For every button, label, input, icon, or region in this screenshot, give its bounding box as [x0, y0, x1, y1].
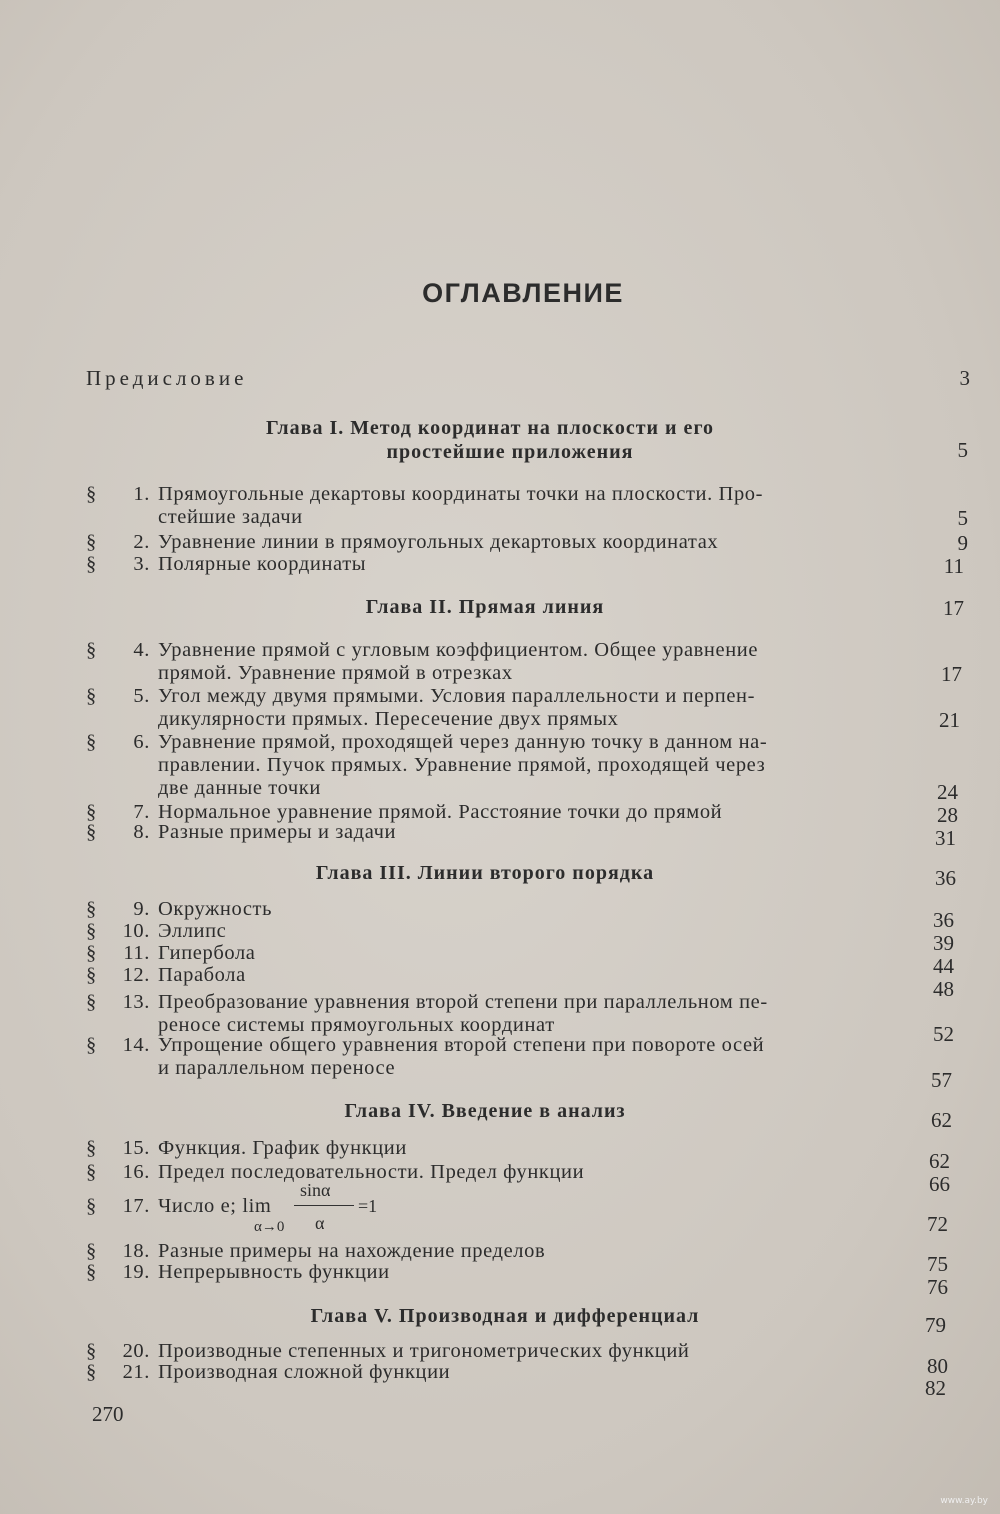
section-mark: §: [86, 685, 97, 707]
section-title: Упрощение общего уравнения второй степени при повороте осей и параллельном переносе: [158, 1034, 765, 1079]
section-mark: §: [86, 1137, 97, 1159]
section-number: 4.: [133, 639, 150, 661]
chapter-3-page: 36: [935, 866, 956, 890]
section-mark: §: [86, 1240, 97, 1262]
page-number: 270: [92, 1402, 124, 1426]
toc-entry-19-page: 76: [927, 1275, 948, 1299]
section-title: Производные степенных и тригонометрических функций: [158, 1340, 690, 1362]
preface-page: 3: [959, 366, 970, 390]
toc-entry-17-page: 72: [927, 1212, 948, 1236]
section-title: Эллипс: [158, 920, 227, 942]
section-mark: §: [86, 1340, 97, 1362]
section-mark: §: [86, 639, 97, 661]
section-number: 14.: [122, 1034, 150, 1056]
chapter-5-title: Глава V. Производная и дифференциал: [310, 1305, 700, 1327]
chapter-3-title: Глава III. Линии второго порядка: [315, 862, 655, 884]
section-mark: §: [86, 531, 97, 553]
chapter-1-page: 5: [957, 438, 968, 462]
section-number: 20.: [122, 1340, 150, 1362]
limit-denominator: α: [315, 1213, 325, 1233]
toc-entry-5-page: 21: [939, 708, 960, 732]
section-number: 18.: [122, 1240, 150, 1262]
toc-entry-10-page: 39: [933, 931, 954, 955]
page-title: ОГЛАВЛЕНИЕ: [422, 278, 624, 308]
section-mark: §: [86, 1034, 97, 1056]
toc-entry-15-page: 62: [929, 1149, 950, 1173]
section-number: 21.: [122, 1361, 150, 1383]
chapter-1-title-line2: простейшие приложения: [386, 441, 634, 463]
section-mark: §: [86, 801, 97, 823]
section-number: 7.: [133, 801, 150, 823]
section-mark: §: [86, 483, 97, 505]
section-title: Окружность: [158, 898, 273, 920]
fraction-bar: [294, 1205, 354, 1206]
section-number: 8.: [133, 821, 150, 843]
toc-entry-8-page: 31: [935, 826, 956, 850]
toc-entry-20-page: 80: [927, 1354, 948, 1378]
section-number: 10.: [122, 920, 150, 942]
toc-entry-12-page: 48: [933, 977, 954, 1001]
section-mark: §: [86, 991, 97, 1013]
section-number: 15.: [122, 1137, 150, 1159]
section-title: Нормальное уравнение прямой. Расстояние точки до прямой: [158, 801, 723, 823]
section-title: Непрерывность функции: [158, 1261, 390, 1283]
toc-entry-14-page: 57: [931, 1068, 952, 1092]
section-title: Разные примеры на нахождение пределов: [158, 1240, 546, 1262]
section-number: 1.: [133, 483, 150, 505]
section-number: 2.: [133, 531, 150, 553]
toc-entry-9-page: 36: [933, 908, 954, 932]
section-number: 5.: [133, 685, 150, 707]
section-number: 9.: [133, 898, 150, 920]
section-number: 11.: [123, 942, 150, 964]
toc-entry-16-page: 66: [929, 1172, 950, 1196]
section-number: 6.: [133, 731, 150, 753]
section-mark: §: [86, 821, 97, 843]
limit-subscript: α→0: [254, 1219, 285, 1235]
section-title: Уравнение прямой, проходящей через данную точку в данном на- правлении. Пучок прямых. Уравнение прямой, проходящей через две данные точки: [158, 731, 768, 799]
section-number: 16.: [122, 1161, 150, 1183]
preface-label: Предисловие: [86, 366, 248, 390]
section-mark: §: [86, 1261, 97, 1283]
section-number: 13.: [122, 991, 150, 1013]
section-mark: §: [86, 553, 97, 575]
section-title: Производная сложной функции: [158, 1361, 451, 1383]
section-mark: §: [86, 1361, 97, 1383]
section-title: Парабола: [158, 964, 246, 986]
section-mark: §: [86, 964, 97, 986]
toc-entry-7-page: 28: [937, 803, 958, 827]
toc-entry-18-page: 75: [927, 1252, 948, 1276]
section-mark: §: [86, 920, 97, 942]
toc-entry-13-page: 52: [933, 1022, 954, 1046]
section-title: Прямоугольные декартовы координаты точки на плоскости. Про- стейшие задачи: [158, 483, 764, 528]
limit-numerator: sinα: [300, 1180, 331, 1200]
section-title: Уравнение линии в прямоугольных декартовых координатах: [158, 531, 719, 553]
chapter-4-page: 62: [931, 1108, 952, 1132]
section-title: Преобразование уравнения второй степени при параллельном пе- реносе системы прямоугольных координат: [158, 991, 768, 1036]
chapter-2-title: Глава II. Прямая линия: [365, 596, 605, 618]
toc-entry-6-page: 24: [937, 780, 958, 804]
section-title: Уравнение прямой с угловым коэффициентом. Общее уравнение прямой. Уравнение прямой в отрезках: [158, 639, 759, 684]
section-title: Гипербола: [158, 942, 256, 964]
toc-entry-3-page: 11: [943, 554, 964, 578]
section-title: Функция. График функции: [158, 1137, 407, 1159]
section-mark: §: [86, 898, 97, 920]
section-title: Предел последовательности. Предел функции: [158, 1161, 585, 1183]
section-mark: §: [86, 942, 97, 964]
section-mark: §: [86, 731, 97, 753]
chapter-2-page: 17: [943, 596, 964, 620]
toc-entry-21-page: 82: [925, 1376, 946, 1400]
section-number: 17.: [122, 1195, 150, 1217]
toc-entry-4-page: 17: [941, 662, 962, 686]
section-mark: §: [86, 1161, 97, 1183]
limit-equals: =1: [358, 1196, 378, 1216]
section-title: Число e; lim: [158, 1195, 272, 1217]
section-title: Полярные координаты: [158, 553, 367, 575]
watermark: www.ay.by: [940, 1496, 988, 1506]
section-number: 12.: [122, 964, 150, 986]
chapter-5-page: 79: [925, 1313, 946, 1337]
toc-entry-11-page: 44: [933, 954, 954, 978]
toc-entry-1-page: 5: [957, 506, 968, 530]
chapter-1-title-line1: Глава I. Метод координат на плоскости и его: [265, 417, 715, 439]
section-title: Угол между двумя прямыми. Условия параллельности и перпен- дикулярности прямых. Пересечение двух прямых: [158, 685, 756, 730]
section-mark: §: [86, 1195, 97, 1217]
section-number: 3.: [133, 553, 150, 575]
section-title: Разные примеры и задачи: [158, 821, 397, 843]
chapter-4-title: Глава IV. Введение в анализ: [344, 1100, 626, 1122]
toc-entry-2-page: 9: [957, 531, 968, 555]
section-number: 19.: [122, 1261, 150, 1283]
